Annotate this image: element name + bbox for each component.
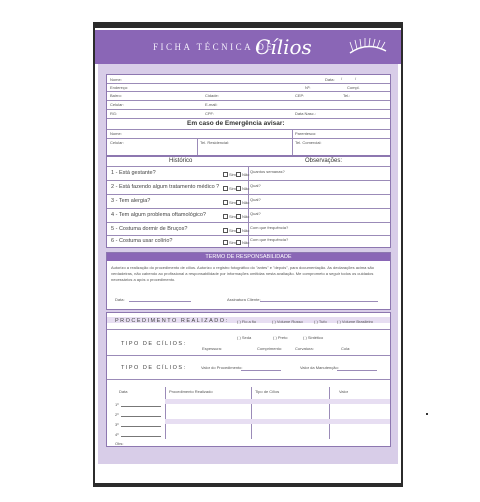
yes-checkbox[interactable]: Sim: [223, 240, 236, 245]
date-input-line[interactable]: [121, 426, 161, 427]
question-text: 5 - Costuma dormir de Bruços?: [111, 226, 188, 232]
values-label: TIPO DE CÍLIOS:: [121, 365, 187, 371]
observation-prompt[interactable]: Quantos semanas?: [250, 169, 285, 174]
date-line: [129, 301, 191, 302]
field-name[interactable]: Nome:: [110, 77, 122, 82]
field-phone[interactable]: Tel.:: [343, 93, 351, 98]
stray-mark: [426, 413, 428, 415]
divider: [251, 387, 252, 439]
date-sep-1: /: [341, 76, 343, 81]
date-input-line[interactable]: [121, 416, 161, 417]
terms-text-line: verdadeiras, não cabendo ao profissional a responsabilidade por informações omitidas nesta avaliação. Me comprometo a seguir todos os cuidados: [111, 271, 374, 276]
field-rg[interactable]: RG:: [110, 111, 118, 116]
emergency-relation[interactable]: Parentesco:: [295, 131, 317, 136]
question-row: [107, 181, 390, 194]
divider: [197, 138, 198, 155]
question-row: [107, 236, 390, 247]
observation-prompt[interactable]: Qual?: [250, 211, 261, 216]
emergency-mobile[interactable]: Celular:: [110, 140, 124, 145]
row-label: 2º: [115, 412, 119, 417]
question-text: 6 - Costuma usar colírio?: [111, 238, 173, 244]
divider: [107, 138, 390, 139]
divider: [165, 387, 166, 439]
input-line: [337, 370, 377, 371]
question-text: 3 - Tem alergia?: [111, 198, 151, 204]
option-tufo[interactable]: ( ) Tufo: [314, 319, 327, 324]
observation-prompt[interactable]: Com que frequência?: [250, 237, 289, 242]
question-row: [107, 209, 390, 222]
divider: [107, 109, 390, 110]
row-label: 1º: [115, 402, 119, 407]
field-birthdate[interactable]: Data Nasc.:: [295, 111, 316, 116]
question-row: [107, 167, 390, 180]
emergency-name[interactable]: Nome:: [110, 131, 122, 136]
field-length[interactable]: Comprimento:: [257, 346, 283, 351]
observation-prompt[interactable]: Qual?: [250, 197, 261, 202]
stripe: [165, 419, 390, 424]
signature-label[interactable]: Assinatura Cliente:: [227, 297, 261, 302]
option-fio-a-fio[interactable]: ( ) Fio a fio: [237, 319, 257, 324]
divider: [107, 129, 390, 130]
option-volume-brasileiro[interactable]: ( ) Volume Brasileiro: [337, 319, 374, 324]
divider: [107, 100, 390, 101]
yes-checkbox[interactable]: Sim: [223, 172, 236, 177]
question-text: 4 - Tem algum problema oftamológico?: [111, 212, 206, 218]
observation-prompt[interactable]: Qual?: [250, 183, 261, 188]
no-checkbox[interactable]: Não: [236, 240, 249, 245]
title-script: Cílios: [255, 35, 312, 59]
field-number[interactable]: Nº:: [305, 85, 311, 90]
history-card: [106, 156, 391, 248]
divider: [329, 387, 330, 439]
divider: [107, 83, 390, 84]
no-checkbox[interactable]: Não: [236, 228, 249, 233]
form-header: [95, 30, 401, 64]
field-glue[interactable]: Cola:: [341, 346, 351, 351]
emergency-work-phone[interactable]: Tel. Comercial:: [295, 140, 322, 145]
terms-text-line: Autorizo a realização do procedimento de cílios. Autorizo o registro fotográfico do "antes" e "depois", para documentação. As declarações acima são: [111, 265, 374, 270]
field-curvature[interactable]: Curvatura:: [295, 346, 314, 351]
divider: [107, 379, 390, 380]
terms-title: TERMO DE RESPONSABILIDADE: [107, 253, 390, 261]
signature-date-label[interactable]: Data:: [115, 297, 125, 302]
column-procedure: Procedimento Realizado: [169, 389, 213, 394]
yes-checkbox[interactable]: Sim: [223, 200, 236, 205]
field-district[interactable]: Bairro:: [110, 93, 122, 98]
yes-checkbox[interactable]: Sim: [223, 214, 236, 219]
no-checkbox[interactable]: Não: [236, 172, 249, 177]
no-checkbox[interactable]: Não: [236, 186, 249, 191]
client-data-card: [106, 74, 391, 156]
divider: [107, 329, 390, 330]
emergency-title: Em caso de Emergência avisar:: [187, 120, 285, 127]
option-sintetico[interactable]: ( ) Sintético: [303, 335, 324, 340]
divider: [107, 91, 390, 92]
divider: [292, 129, 293, 155]
divider: [107, 118, 390, 119]
observations-header: Observações:: [305, 158, 343, 164]
field-maintenance-value[interactable]: Valor da Manutenção:: [300, 365, 339, 370]
field-complement[interactable]: Compl.: [347, 85, 360, 90]
field-thickness[interactable]: Espessura:: [202, 346, 223, 351]
date-input-line[interactable]: [121, 436, 161, 437]
input-line: [241, 370, 281, 371]
column-value: Valor: [339, 389, 349, 394]
no-checkbox[interactable]: Não: [236, 200, 249, 205]
yes-checkbox[interactable]: Sim: [223, 228, 236, 233]
question-text: 2 - Está fazendo algum tratamento médico ?: [111, 184, 220, 190]
observation-prompt[interactable]: Com que frequência?: [250, 225, 289, 230]
date-sep-2: /: [355, 76, 357, 81]
date-input-line[interactable]: [121, 406, 161, 407]
field-procedure-value[interactable]: Valor do Procedimento:: [201, 365, 243, 370]
stripe: [165, 399, 390, 404]
obs-label[interactable]: Obs:: [115, 441, 124, 446]
field-city[interactable]: Cidade:: [205, 93, 219, 98]
procedure-card: [106, 312, 391, 447]
field-mobile[interactable]: Celular:: [110, 102, 124, 107]
title-prefix: FICHA TÉCNICA DE: [153, 42, 275, 52]
column-lash-type: Tipo de Cílios: [255, 389, 280, 394]
field-cpf[interactable]: CPF:: [205, 111, 215, 116]
field-email[interactable]: E-mail:: [205, 102, 218, 107]
terms-card: [106, 252, 391, 310]
history-header: Histórico: [169, 158, 193, 164]
question-text: 1 - Está gestante?: [111, 170, 156, 176]
question-row: [107, 195, 390, 208]
terms-text-line: necessários a após o procedimento.: [111, 277, 176, 282]
emergency-home-phone[interactable]: Tel. Residencial:: [200, 140, 230, 145]
no-checkbox[interactable]: Não: [236, 214, 249, 219]
signature-line: [260, 301, 378, 302]
option-seda[interactable]: ( ) Seda: [237, 335, 252, 340]
field-zip[interactable]: CEP:: [295, 93, 305, 98]
option-preto[interactable]: ( ) Preto: [273, 335, 288, 340]
divider: [107, 355, 390, 356]
option-volume-russo[interactable]: ( ) Volume Russo: [272, 319, 303, 324]
procedure-label: PROCEDIMENTO REALIZADO:: [115, 318, 229, 324]
row-label: 3º: [115, 422, 119, 427]
column-date: Data: [119, 389, 128, 394]
question-row: [107, 223, 390, 235]
yes-checkbox[interactable]: Sim: [223, 186, 236, 191]
lash-type-label: TIPO DE CÍLIOS:: [121, 341, 187, 347]
row-label: 4º: [115, 432, 119, 437]
eyelash-icon: [347, 37, 389, 59]
field-address[interactable]: Endereço:: [110, 85, 129, 90]
field-date[interactable]: Data:: [325, 77, 335, 82]
